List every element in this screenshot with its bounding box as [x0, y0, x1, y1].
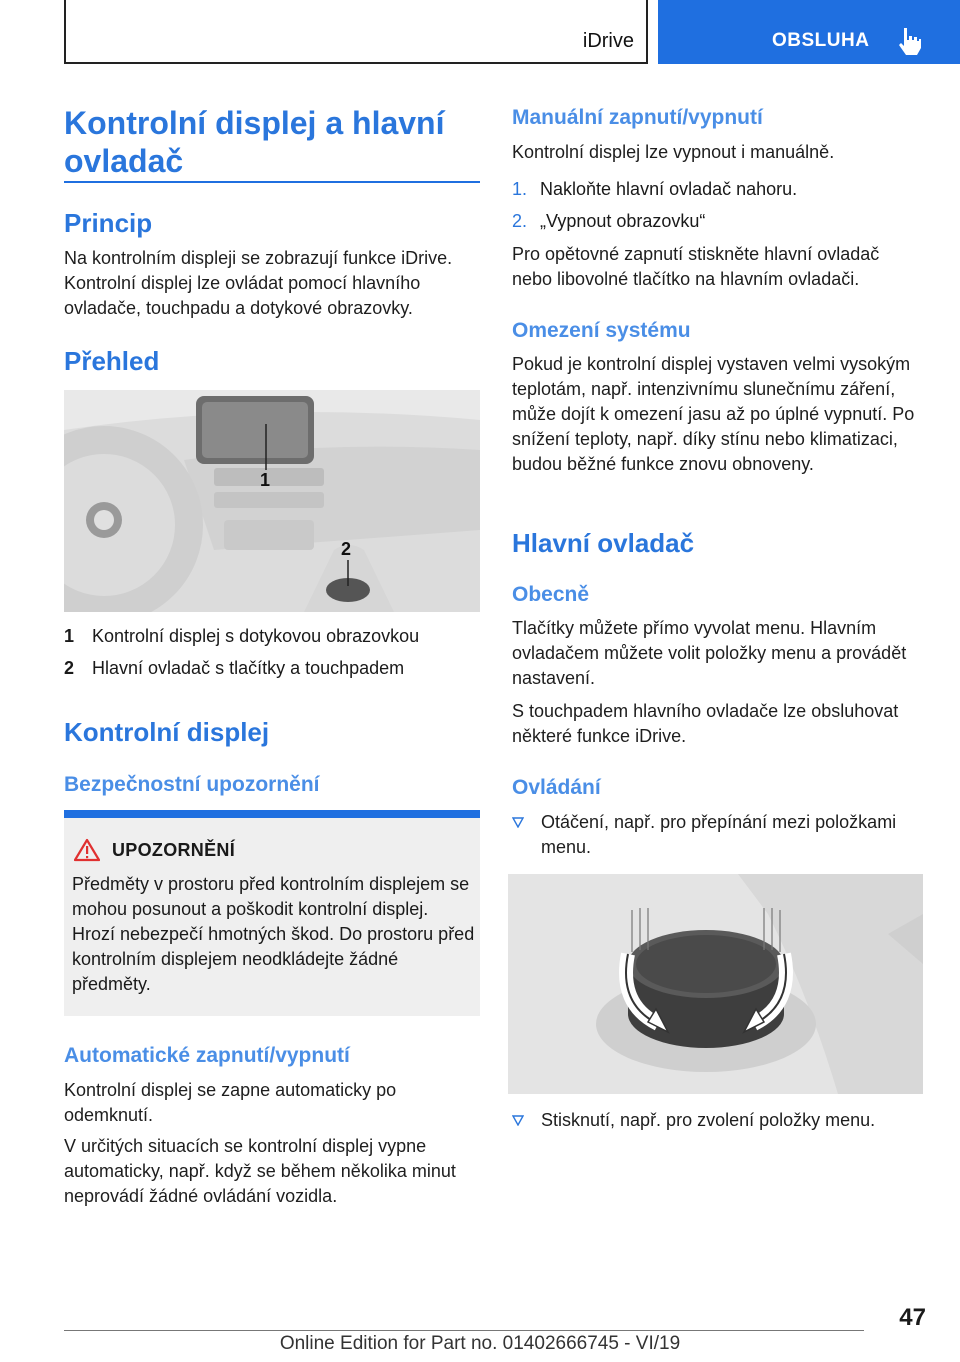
page-title: Kontrolní displej a hlavní ovladač [64, 105, 445, 179]
manual-text-2: Pro opětovné zapnutí stiskněte hlavní ovladač nebo libovolné tlačítko na hlavním ovladači. [512, 244, 880, 289]
prehled-heading: Přehled [64, 346, 160, 376]
auto-text-1: Kontrolní displej se zapne automaticky po odemknutí. [64, 1080, 397, 1125]
controller-illustration [508, 874, 923, 1094]
chapter-title: iDrive [582, 30, 634, 52]
legend-num: 1 [64, 626, 75, 646]
warning-triangle-icon [74, 838, 100, 862]
auto-text-2: V určitých situacích se kontrolní displej vypne automaticky, např. když se během několika minut neprovádí žádné ovládání vozidla. [64, 1136, 456, 1206]
warning-title: UPOZORNĚNÍ [112, 840, 236, 860]
bullet-press [512, 1108, 924, 1133]
general-text-2: S touchpadem hlavního ovladače lze obsluhovat některé funkce iDrive. [512, 701, 899, 746]
legend-text: Hlavní ovladač s tlačítky a touchpadem [92, 658, 405, 678]
hand-pointer-icon [896, 26, 922, 56]
warning-box [64, 810, 480, 1016]
operation-heading: Ovládání [512, 776, 601, 799]
title-rule [64, 181, 480, 183]
bullet-rotate [512, 810, 924, 860]
safety-heading: Bezpečnostní upozornění [64, 773, 320, 796]
bullet-text: Otáčení, např. pro přepínání mezi položkami menu. [541, 812, 897, 857]
legend-text: Kontrolní displej s dotykovou obrazovkou [92, 626, 420, 646]
figure-label-2: 2 [341, 539, 352, 559]
triangle-bullet-icon [512, 1114, 524, 1126]
princip-heading: Princip [64, 208, 153, 238]
controller-figure [508, 874, 923, 1094]
footer-rule [64, 1330, 864, 1331]
triangle-bullet-icon [512, 816, 524, 828]
step-num: 2. [512, 211, 528, 231]
dashboard-illustration [64, 390, 480, 612]
step-text: Nakloňte hlavní ovladač nahoru. [540, 179, 798, 199]
section-tab[interactable] [658, 0, 960, 64]
step-num: 1. [512, 179, 528, 199]
general-text-1: Tlačítky můžete přímo vyvolat menu. Hlavním ovladačem můžete volit položky menu a provádět nastavení. [512, 618, 907, 688]
manual-text: Kontrolní displej lze vypnout i manuálně. [512, 142, 835, 162]
general-heading: Obecně [512, 583, 590, 606]
manual-heading: Manuální zapnutí/vypnutí [512, 106, 763, 129]
princip-text: Na kontrolním displeji se zobrazují funkce iDrive. Kontrolní displej lze ovládat pomocí hlavního ovladače, touchpadu a dotykové obrazovky. [64, 248, 453, 318]
display-heading: Kontrolní displej [64, 717, 270, 747]
controller-heading: Hlavní ovladač [512, 528, 695, 558]
dashboard-figure [64, 390, 480, 612]
step-text: „Vypnout obrazovku“ [540, 211, 706, 231]
warning-text: Předměty v prostoru před kontrolním displejem se mohou posunout a poškodit kontrolní displej. Hrozí nebezpečí hmotných škod. Do prostoru před kontrolním displejem neodkládejte žádné předměty. [72, 874, 475, 994]
limits-heading: Omezení systému [512, 319, 691, 342]
header-chapter-box [64, 0, 648, 64]
limits-text: Pokud je kontrolní displej vystaven velmi vysokým teplotám, např. intenzivnímu slunečnímu záření, může dojít k omezení jasu až po úplné vypnutí. Po snížení teploty, např. díky stínu nebo klimatizaci, budou běžné funkce znovu obnoveny. [512, 354, 915, 474]
section-tab-label: OBSLUHA [772, 30, 870, 51]
warning-bar [64, 810, 480, 818]
bullet-text: Stisknutí, např. pro zvolení položky menu. [541, 1110, 876, 1130]
legend-num: 2 [64, 658, 75, 678]
footer-edition: Online Edition for Part no. 01402666745 - VI/19 [279, 1333, 681, 1354]
auto-heading: Automatické zapnutí/vypnutí [64, 1044, 350, 1067]
page-number: 47 [899, 1304, 926, 1331]
figure-label-1: 1 [260, 470, 271, 490]
